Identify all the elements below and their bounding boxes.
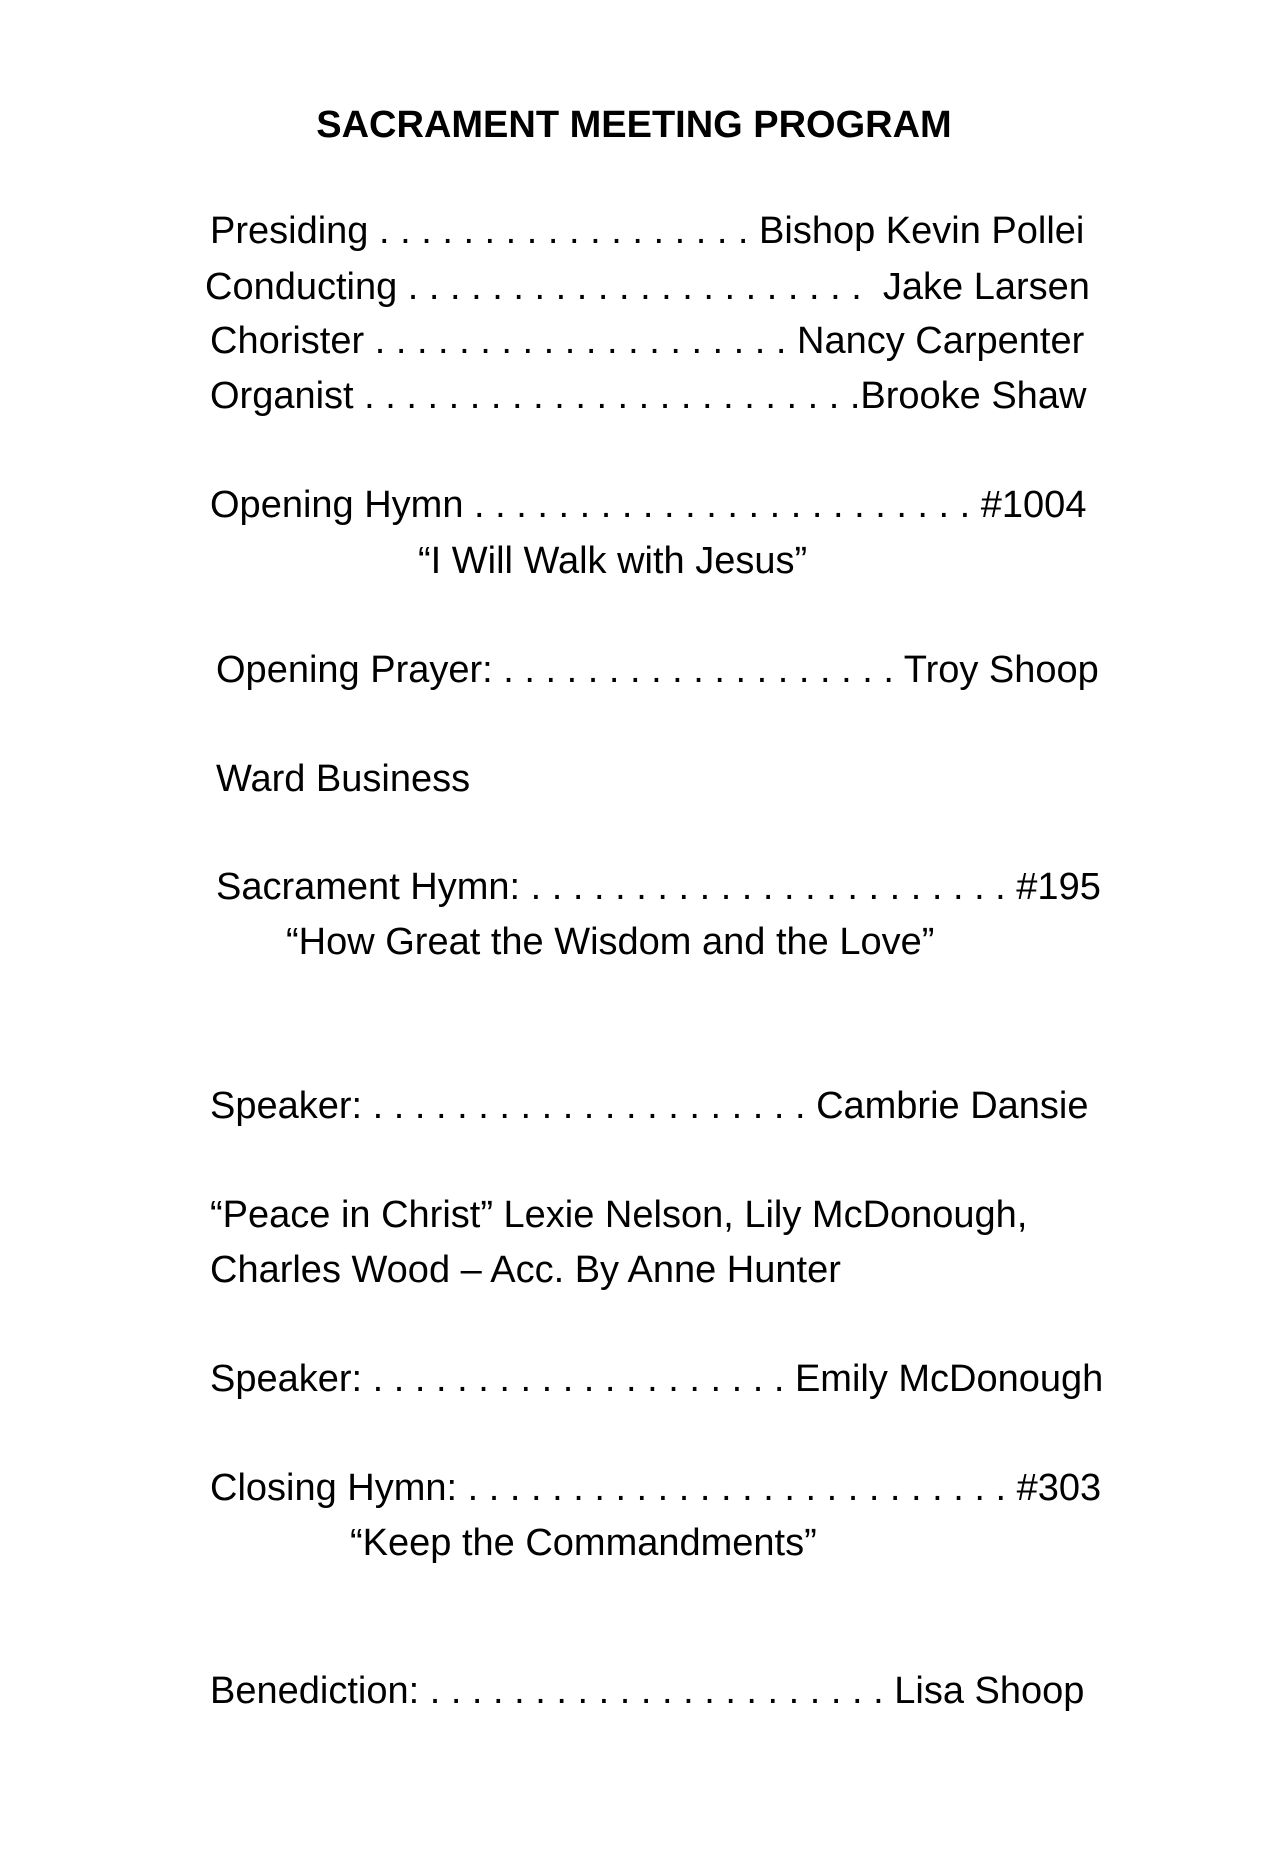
presiding-line: Presiding . . . . . . . . . . . . . . . . . . Bishop Kevin Pollei xyxy=(210,210,1085,252)
conducting-line: Conducting . . . . . . . . . . . . . . . . . . . . . . Jake Larsen xyxy=(205,266,1090,308)
speaker-2-line: Speaker: . . . . . . . . . . . . . . . . . . . . Emily McDonough xyxy=(210,1358,1104,1400)
musical-number-line-2: Charles Wood – Acc. By Anne Hunter xyxy=(210,1249,841,1291)
organist-line: Organist . . . . . . . . . . . . . . . . . . . . . . . .Brooke Shaw xyxy=(210,375,1087,417)
opening-hymn-line: Opening Hymn . . . . . . . . . . . . . . . . . . . . . . . . #1004 xyxy=(210,484,1087,526)
speaker-1-line: Speaker: . . . . . . . . . . . . . . . . . . . . . Cambrie Dansie xyxy=(210,1085,1089,1127)
musical-number-line-1: “Peace in Christ” Lexie Nelson, Lily McDonough, xyxy=(210,1194,1028,1236)
opening-prayer-line: Opening Prayer: . . . . . . . . . . . . . . . . . . . Troy Shoop xyxy=(216,649,1099,691)
closing-hymn-title: “Keep the Commandments” xyxy=(350,1522,817,1564)
chorister-line: Chorister . . . . . . . . . . . . . . . . . . . . Nancy Carpenter xyxy=(210,320,1085,362)
page-title: SACRAMENT MEETING PROGRAM xyxy=(316,104,952,146)
sacrament-hymn-title: “How Great the Wisdom and the Love” xyxy=(286,921,935,963)
closing-hymn-line: Closing Hymn: . . . . . . . . . . . . . . . . . . . . . . . . . . #303 xyxy=(210,1467,1102,1509)
ward-business-line: Ward Business xyxy=(216,758,471,800)
sacrament-hymn-line: Sacrament Hymn: . . . . . . . . . . . . . . . . . . . . . . . #195 xyxy=(216,866,1101,908)
opening-hymn-title: “I Will Walk with Jesus” xyxy=(418,540,808,582)
benediction-line: Benediction: . . . . . . . . . . . . . . . . . . . . . . Lisa Shoop xyxy=(210,1670,1085,1712)
